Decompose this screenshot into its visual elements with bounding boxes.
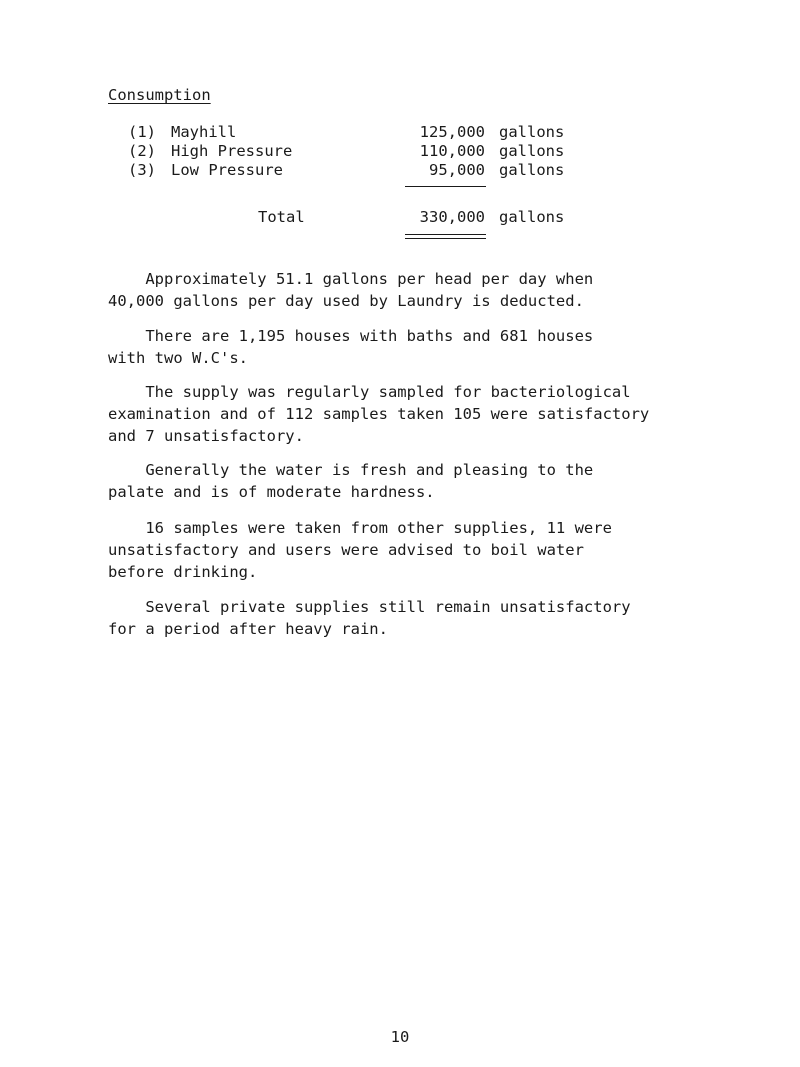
paragraph: The supply was regularly sampled for bacteriological examination and of 112 samples taken 105 were satisfactory and 7 unsatisfactory. — [108, 383, 650, 445]
unit: gallons — [499, 123, 565, 141]
total-amount: 330,000 — [419, 208, 485, 226]
unit: gallons — [499, 161, 565, 179]
row-number: (2) — [128, 142, 156, 160]
row-number: (1) — [128, 123, 156, 141]
unit: gallons — [499, 142, 565, 160]
paragraph: Several private supplies still remain unsatisfactory for a period after heavy rain. — [108, 598, 631, 638]
paragraph: 16 samples were taken from other supplies, 11 were unsatisfactory and users were advised to boil water before drinking. — [108, 519, 612, 581]
total-double-rule-top — [405, 234, 486, 235]
source-name: Low Pressure — [171, 161, 283, 179]
paragraph: There are 1,195 houses with baths and 681 houses with two W.C's. — [108, 327, 594, 367]
amount: 95,000 — [429, 161, 485, 179]
amount: 110,000 — [419, 142, 485, 160]
source-name: Mayhill — [171, 123, 237, 141]
paragraph: Generally the water is fresh and pleasing to the palate and is of moderate hardness. — [108, 461, 594, 501]
paragraph: Approximately 51.1 gallons per head per day when 40,000 gallons per day used by Laundry is deducted. — [108, 270, 594, 310]
page-number: 10 — [390, 1028, 410, 1046]
row-number: (3) — [128, 161, 156, 179]
amount: 125,000 — [419, 123, 485, 141]
total-label: Total — [258, 208, 305, 226]
source-name: High Pressure — [171, 142, 293, 160]
total-double-rule-bottom — [405, 238, 486, 239]
total-unit: gallons — [499, 208, 565, 226]
subtotal-rule — [405, 186, 486, 187]
section-heading: Consumption — [108, 86, 211, 104]
